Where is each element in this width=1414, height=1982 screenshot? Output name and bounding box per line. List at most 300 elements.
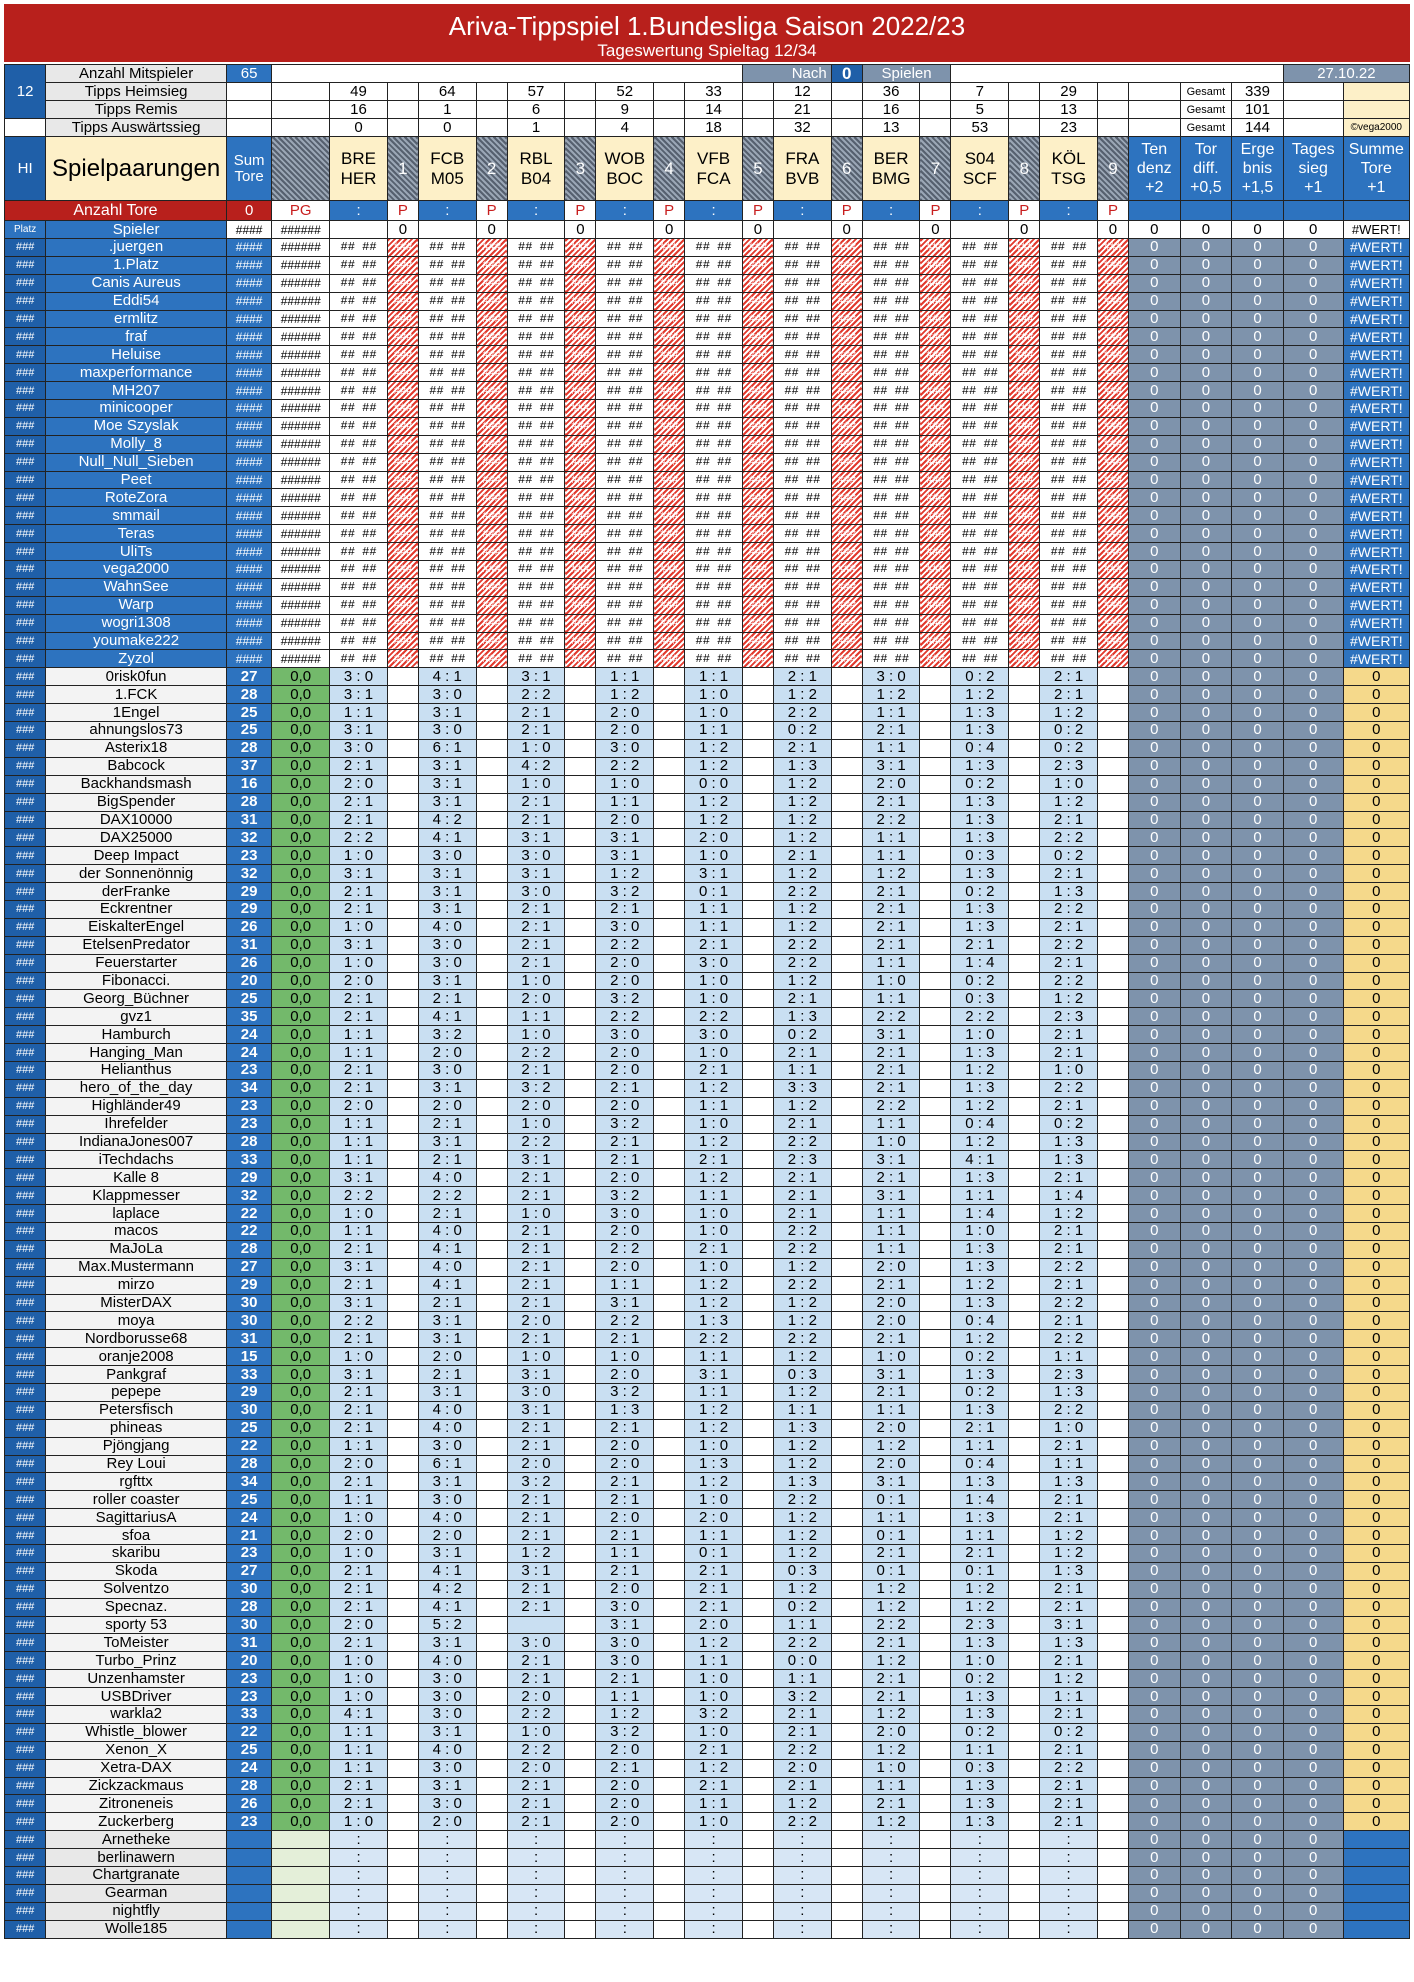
points-cell [476, 811, 507, 829]
player-name[interactable]: ahnungslos73 [46, 722, 227, 740]
sum-cell: 25 [226, 1419, 271, 1437]
tip-cell: 1 : 1 [330, 1222, 388, 1240]
score-cell: 0 [1232, 1777, 1284, 1795]
player-name[interactable]: Hanging_Man [46, 1044, 227, 1062]
points-cell: ### [831, 400, 862, 418]
points-cell [476, 936, 507, 954]
points-cell: ### [565, 632, 596, 650]
pg-cell: 0,0 [272, 865, 330, 883]
points-cell [1098, 1044, 1129, 1062]
points-cell: ### [476, 417, 507, 435]
points-cell [742, 1258, 773, 1276]
player-name[interactable]: MaJoLa [46, 1240, 227, 1258]
points-cell [476, 1240, 507, 1258]
player-name[interactable]: MisterDAX [46, 1294, 227, 1312]
points-cell [565, 1831, 596, 1849]
tip-cell: 2 : 0 [596, 1580, 654, 1598]
score-cell: 0 [1283, 1187, 1343, 1205]
points-cell: ### [1098, 632, 1129, 650]
score-cell: 0 [1180, 900, 1232, 918]
score-cell: 0 [1128, 543, 1180, 561]
result-input[interactable]: : [773, 201, 831, 221]
tip-cell: 1 : 2 [685, 1169, 743, 1187]
away-team: TSG [1051, 168, 1087, 188]
player-name[interactable]: maxperformance [46, 364, 227, 382]
tip-cell: 0 : 4 [951, 1312, 1009, 1330]
pg-cell: ###### [272, 256, 330, 274]
points-cell [387, 1455, 418, 1473]
player-name[interactable]: ermlitz [46, 310, 227, 328]
player-name[interactable]: Eckrentner [46, 900, 227, 918]
player-name[interactable]: Turbo_Prinz [46, 1652, 227, 1670]
tip-cell: ## ## [862, 239, 920, 257]
score-cell: 0 [1283, 1384, 1343, 1402]
summe-cell: 0 [1343, 1312, 1409, 1330]
player-name[interactable]: IndianaJones007 [46, 1133, 227, 1151]
match-header [330, 137, 388, 201]
tip-cell: 3 : 0 [596, 918, 654, 936]
sum-cell: 33 [226, 1366, 271, 1384]
points-cell [565, 1545, 596, 1563]
points-cell [742, 1312, 773, 1330]
points-cell [742, 739, 773, 757]
points-cell [831, 1455, 862, 1473]
platz-cell: ### [5, 1562, 46, 1580]
tip-cell: 2 : 1 [596, 1491, 654, 1509]
points-cell [476, 1044, 507, 1062]
tip-cell: 2 : 1 [685, 1777, 743, 1795]
pg-cell: 0,0 [272, 1330, 330, 1348]
match-points: 0 [476, 221, 507, 239]
tip-cell: 2 : 1 [330, 1240, 388, 1258]
tip-cell: ## ## [418, 489, 476, 507]
tip-cell: 1 : 1 [685, 668, 743, 686]
score-cell: 0 [1128, 1741, 1180, 1759]
score-cell: 0 [1232, 900, 1284, 918]
player-name[interactable]: USBDriver [46, 1688, 227, 1706]
player-name[interactable]: wogri1308 [46, 614, 227, 632]
platz-cell: ### [5, 614, 46, 632]
points-cell [920, 918, 951, 936]
pg-cell: 0,0 [272, 954, 330, 972]
result-input[interactable]: : [1040, 201, 1098, 221]
score-cell: 0 [1232, 757, 1284, 775]
player-name[interactable]: RoteZora [46, 489, 227, 507]
tip-cell: : [951, 1920, 1009, 1938]
tip-cell: ## ## [330, 578, 388, 596]
score-cell: 0 [1128, 256, 1180, 274]
result-input[interactable]: : [507, 201, 565, 221]
spacer [565, 83, 596, 101]
player-name[interactable]: rgfttx [46, 1473, 227, 1491]
tip-cell: 2 : 1 [507, 1813, 565, 1831]
score-cell: 0 [1180, 1151, 1232, 1169]
tip-cell: 2 : 1 [1040, 1509, 1098, 1527]
player-name[interactable]: Hamburch [46, 1026, 227, 1044]
platz-cell: ### [5, 382, 46, 400]
date-cell: 27.10.22 [1283, 65, 1409, 83]
platz-cell: ### [5, 883, 46, 901]
player-name[interactable]: vega2000 [46, 561, 227, 579]
tip-cell: 2 : 2 [773, 1276, 831, 1294]
tip-cell: 2 : 3 [773, 1151, 831, 1169]
player-name[interactable]: iTechdachs [46, 1151, 227, 1169]
player-name[interactable]: fraf [46, 328, 227, 346]
points-cell [831, 1276, 862, 1294]
tip-cell: ## ## [773, 489, 831, 507]
player-name[interactable]: 1Engel [46, 704, 227, 722]
points-cell [831, 1330, 862, 1348]
tip-cell: 1 : 3 [951, 829, 1009, 847]
tip-cell: 1 : 1 [685, 1187, 743, 1205]
tip-cell: ## ## [951, 382, 1009, 400]
platz-cell: ### [5, 1849, 46, 1867]
player-name[interactable]: ToMeister [46, 1634, 227, 1652]
player-name[interactable]: EtelsenPredator [46, 936, 227, 954]
points-cell: ### [831, 596, 862, 614]
sum-cell: #### [226, 543, 271, 561]
player-name[interactable]: Specnaz. [46, 1598, 227, 1616]
points-cell [476, 1133, 507, 1151]
tip-cell: ## ## [951, 507, 1009, 525]
platz-cell: ### [5, 632, 46, 650]
points-cell [1098, 704, 1129, 722]
tip-cell: 1 : 2 [862, 1813, 920, 1831]
tip-cell: 3 : 0 [596, 1026, 654, 1044]
player-name[interactable]: Zuckerberg [46, 1813, 227, 1831]
points-cell [1098, 918, 1129, 936]
player-name[interactable]: macos [46, 1222, 227, 1240]
points-cell [742, 1688, 773, 1706]
match-points: 0 [742, 221, 773, 239]
player-name[interactable]: gvz1 [46, 1008, 227, 1026]
tip-cell: 1 : 2 [685, 1473, 743, 1491]
points-cell [742, 1240, 773, 1258]
player-name[interactable]: warkla2 [46, 1706, 227, 1724]
points-cell [387, 668, 418, 686]
spacer [831, 119, 862, 137]
player-name[interactable]: Zickzackmaus [46, 1777, 227, 1795]
points-cell [476, 1670, 507, 1688]
points-cell [1009, 775, 1040, 793]
score-cell: 0 [1232, 1688, 1284, 1706]
tip-cell: ## ## [862, 400, 920, 418]
points-cell [476, 1026, 507, 1044]
tip-cell: ## ## [596, 400, 654, 418]
player-name[interactable]: Canis Aureus [46, 274, 227, 292]
score-cell: 0 [1128, 1348, 1180, 1366]
result-input[interactable]: : [862, 201, 920, 221]
player-name[interactable]: Molly_8 [46, 435, 227, 453]
player-name[interactable]: Babcock [46, 757, 227, 775]
player-name[interactable]: minicooper [46, 400, 227, 418]
player-name[interactable]: 1.Platz [46, 256, 227, 274]
player-name[interactable]: berlinawern [46, 1849, 227, 1867]
tip-cell: 2 : 1 [507, 704, 565, 722]
result-input[interactable]: : [951, 201, 1009, 221]
player-name[interactable]: Feuerstarter [46, 954, 227, 972]
player-name[interactable]: SagittariusA [46, 1509, 227, 1527]
summe-cell: 0 [1343, 1187, 1409, 1205]
player-name[interactable]: Backhandsmash [46, 775, 227, 793]
player-name[interactable]: youmake222 [46, 632, 227, 650]
points-cell [742, 1634, 773, 1652]
player-name[interactable]: Rey Loui [46, 1455, 227, 1473]
points-cell [654, 1545, 685, 1563]
tip-cell: ## ## [773, 274, 831, 292]
player-name[interactable]: skaribu [46, 1545, 227, 1563]
player-name[interactable]: Peet [46, 471, 227, 489]
pg-cell: 0,0 [272, 829, 330, 847]
tip-cell: 1 : 0 [330, 1652, 388, 1670]
tip-cell: 2 : 1 [862, 793, 920, 811]
nach-label: Nach [742, 65, 831, 83]
tip-cell: 2 : 1 [773, 1115, 831, 1133]
player-name[interactable]: Helianthus [46, 1061, 227, 1079]
points-cell [1098, 1419, 1129, 1437]
player-name[interactable]: Solventzo [46, 1580, 227, 1598]
tip-cell: ## ## [685, 614, 743, 632]
player-name[interactable]: Unzenhamster [46, 1670, 227, 1688]
points-cell [1009, 1920, 1040, 1938]
player-name[interactable]: EiskalterEngel [46, 918, 227, 936]
score-cell: 0 [1232, 1061, 1284, 1079]
score-cell: 0 [1128, 883, 1180, 901]
player-name[interactable]: Asterix18 [46, 739, 227, 757]
points-cell: ### [1098, 239, 1129, 257]
points-cell [831, 1258, 862, 1276]
tip-cell: 2 : 1 [330, 1061, 388, 1079]
player-name[interactable]: Nordborusse68 [46, 1330, 227, 1348]
player-name[interactable]: moya [46, 1312, 227, 1330]
sum-cell: 31 [226, 1634, 271, 1652]
tip-cell: ## ## [330, 614, 388, 632]
tip-cell: 1 : 1 [862, 1222, 920, 1240]
points-cell [654, 1867, 685, 1885]
result-input[interactable]: : [596, 201, 654, 221]
player-name[interactable]: Kalle 8 [46, 1169, 227, 1187]
player-name[interactable]: Georg_Büchner [46, 990, 227, 1008]
points-cell [387, 811, 418, 829]
player-name[interactable]: Skoda [46, 1562, 227, 1580]
tip-cell: ## ## [418, 614, 476, 632]
tip-cell: ## ## [685, 632, 743, 650]
platz-cell: ### [5, 328, 46, 346]
player-name[interactable]: Arnetheke [46, 1831, 227, 1849]
points-cell [1098, 1008, 1129, 1026]
tip-cell: ## ## [596, 292, 654, 310]
tip-cell: 1 : 1 [773, 1616, 831, 1634]
score-cell: 0 [1180, 1688, 1232, 1706]
points-cell: ### [387, 578, 418, 596]
platz-cell: ### [5, 775, 46, 793]
points-cell [476, 668, 507, 686]
player-name[interactable]: Klappmesser [46, 1187, 227, 1205]
tip-cell: 2 : 1 [862, 1384, 920, 1402]
summe-cell: #WERT! [1343, 364, 1409, 382]
sum-cell: 22 [226, 1437, 271, 1455]
tip-cell: 1 : 1 [862, 1509, 920, 1527]
player-name[interactable]: MH207 [46, 382, 227, 400]
points-cell [387, 1133, 418, 1151]
player-name[interactable]: Pjöngjang [46, 1437, 227, 1455]
player-name[interactable]: .juergen [46, 239, 227, 257]
player-name[interactable]: UliTs [46, 543, 227, 561]
player-name[interactable]: Fibonacci. [46, 972, 227, 990]
score-head-l1: Tages [1291, 141, 1335, 158]
platz-cell: ### [5, 1097, 46, 1115]
tip-cell: ## ## [596, 239, 654, 257]
points-cell [831, 1169, 862, 1187]
spacer [1009, 119, 1040, 137]
tip-cell: ## ## [951, 417, 1009, 435]
tip-cell: 2 : 1 [507, 1580, 565, 1598]
player-name[interactable]: Whistle_blower [46, 1723, 227, 1741]
tip-cell: 2 : 1 [862, 1061, 920, 1079]
score-cell: 0 [1283, 1688, 1343, 1706]
player-name[interactable]: Heluise [46, 346, 227, 364]
player-name[interactable]: Moe Szyslak [46, 417, 227, 435]
player-name[interactable]: WahnSee [46, 578, 227, 596]
tip-cell: 1 : 3 [1040, 1473, 1098, 1491]
score-cell: 0 [1232, 1831, 1284, 1849]
points-cell [387, 1527, 418, 1545]
points-cell [1009, 722, 1040, 740]
summe-cell: 0 [1343, 739, 1409, 757]
player-name[interactable]: Petersfisch [46, 1401, 227, 1419]
player-name[interactable]: Warp [46, 596, 227, 614]
points-cell [920, 900, 951, 918]
tip-cell: 1 : 3 [1040, 1384, 1098, 1402]
tip-cell: 2 : 1 [596, 1473, 654, 1491]
points-cell [1098, 1759, 1129, 1777]
player-name[interactable]: phineas [46, 1419, 227, 1437]
result-input[interactable]: : [418, 201, 476, 221]
tip-cell: 3 : 1 [1040, 1616, 1098, 1634]
tip-cell: ## ## [596, 256, 654, 274]
tip-cell: 2 : 0 [507, 1688, 565, 1706]
tip-cell: 3 : 1 [418, 1777, 476, 1795]
score-cell: 0 [1232, 1044, 1284, 1062]
tip-cell: ## ## [330, 382, 388, 400]
pg-cell: 0,0 [272, 1473, 330, 1491]
player-name[interactable]: Xenon_X [46, 1741, 227, 1759]
tip-cell: ## ## [330, 489, 388, 507]
player-name[interactable]: Xetra-DAX [46, 1759, 227, 1777]
player-name[interactable]: mirzo [46, 1276, 227, 1294]
score-head-l1: Ten [1141, 141, 1168, 158]
player-name[interactable]: 0risk0fun [46, 668, 227, 686]
player-name[interactable]: nightfly [46, 1902, 227, 1920]
tip-cell: 2 : 1 [507, 811, 565, 829]
player-name[interactable]: Max.Mustermann [46, 1258, 227, 1276]
points-cell [1098, 865, 1129, 883]
player-name[interactable]: roller coaster [46, 1491, 227, 1509]
points-cell [742, 668, 773, 686]
player-name[interactable]: pepepe [46, 1384, 227, 1402]
tip-cell: 2 : 0 [418, 1097, 476, 1115]
pg-cell: ###### [272, 400, 330, 418]
sum-cell: 25 [226, 1491, 271, 1509]
player-name[interactable]: BigSpender [46, 793, 227, 811]
player-name[interactable]: oranje2008 [46, 1348, 227, 1366]
points-cell [1098, 1580, 1129, 1598]
points-cell: ### [565, 543, 596, 561]
score-cell: 0 [1128, 1652, 1180, 1670]
tip-cell: 2 : 1 [330, 1777, 388, 1795]
points-cell [565, 1688, 596, 1706]
player-name[interactable]: Pankgraf [46, 1366, 227, 1384]
player-name[interactable]: Wolle185 [46, 1920, 227, 1938]
tip-cell: 2 : 2 [773, 1133, 831, 1151]
tip-cell: ## ## [685, 256, 743, 274]
tip-cell: 2 : 1 [685, 936, 743, 954]
points-cell [1009, 1097, 1040, 1115]
player-name[interactable]: sporty 53 [46, 1616, 227, 1634]
player-name[interactable]: der Sonnenönnig [46, 865, 227, 883]
points-cell [654, 1670, 685, 1688]
player-name[interactable]: smmail [46, 507, 227, 525]
tip-cell: ## ## [418, 417, 476, 435]
sum-cell: 33 [226, 1706, 271, 1724]
player-name[interactable]: DAX10000 [46, 811, 227, 829]
tip-cell: ## ## [951, 435, 1009, 453]
score-cell: 0 [1232, 1151, 1284, 1169]
player-name[interactable]: Eddi54 [46, 292, 227, 310]
player-name[interactable]: Null_Null_Sieben [46, 453, 227, 471]
score-cell: 0 [1283, 1741, 1343, 1759]
player-name[interactable]: Highländer49 [46, 1097, 227, 1115]
tip-cell: 2 : 1 [685, 1061, 743, 1079]
points-cell [565, 1044, 596, 1062]
player-name[interactable]: hero_of_the_day [46, 1079, 227, 1097]
player-name[interactable]: sfoa [46, 1527, 227, 1545]
points-cell [476, 1115, 507, 1133]
tip-cell: : [418, 1867, 476, 1885]
tip-cell: 3 : 0 [596, 1205, 654, 1223]
player-name[interactable]: Ihrefelder [46, 1115, 227, 1133]
sum-cell: #### [226, 400, 271, 418]
score-cell: 0 [1180, 1562, 1232, 1580]
player-name[interactable]: derFranke [46, 883, 227, 901]
home-team: BER [873, 148, 909, 168]
platz-cell: ### [5, 1348, 46, 1366]
player-name[interactable]: 1.FCK [46, 686, 227, 704]
player-name[interactable]: laplace [46, 1205, 227, 1223]
player-name[interactable]: Teras [46, 525, 227, 543]
player-name[interactable]: Zyzol [46, 650, 227, 668]
player-name[interactable]: Zitroneneis [46, 1795, 227, 1813]
player-name[interactable]: Deep Impact [46, 847, 227, 865]
spacer [654, 83, 685, 101]
sum-cell: 23 [226, 1115, 271, 1133]
player-name[interactable]: Gearman [46, 1884, 227, 1902]
points-cell: ### [742, 561, 773, 579]
platz-cell: ### [5, 507, 46, 525]
score-cell: 0 [1232, 292, 1284, 310]
anzahl-mitspieler-label: Anzahl Mitspieler [46, 65, 227, 83]
score-head-l2: Tore [1360, 160, 1392, 177]
tip-cell: ## ## [507, 525, 565, 543]
spacer [920, 119, 951, 137]
score-cell: 0 [1180, 722, 1232, 740]
result-input[interactable]: : [685, 201, 743, 221]
player-name[interactable]: Chartgranate [46, 1867, 227, 1885]
tip-cell: 2 : 2 [507, 686, 565, 704]
player-name[interactable]: DAX25000 [46, 829, 227, 847]
points-cell: ### [387, 400, 418, 418]
result-input[interactable]: : [330, 201, 388, 221]
